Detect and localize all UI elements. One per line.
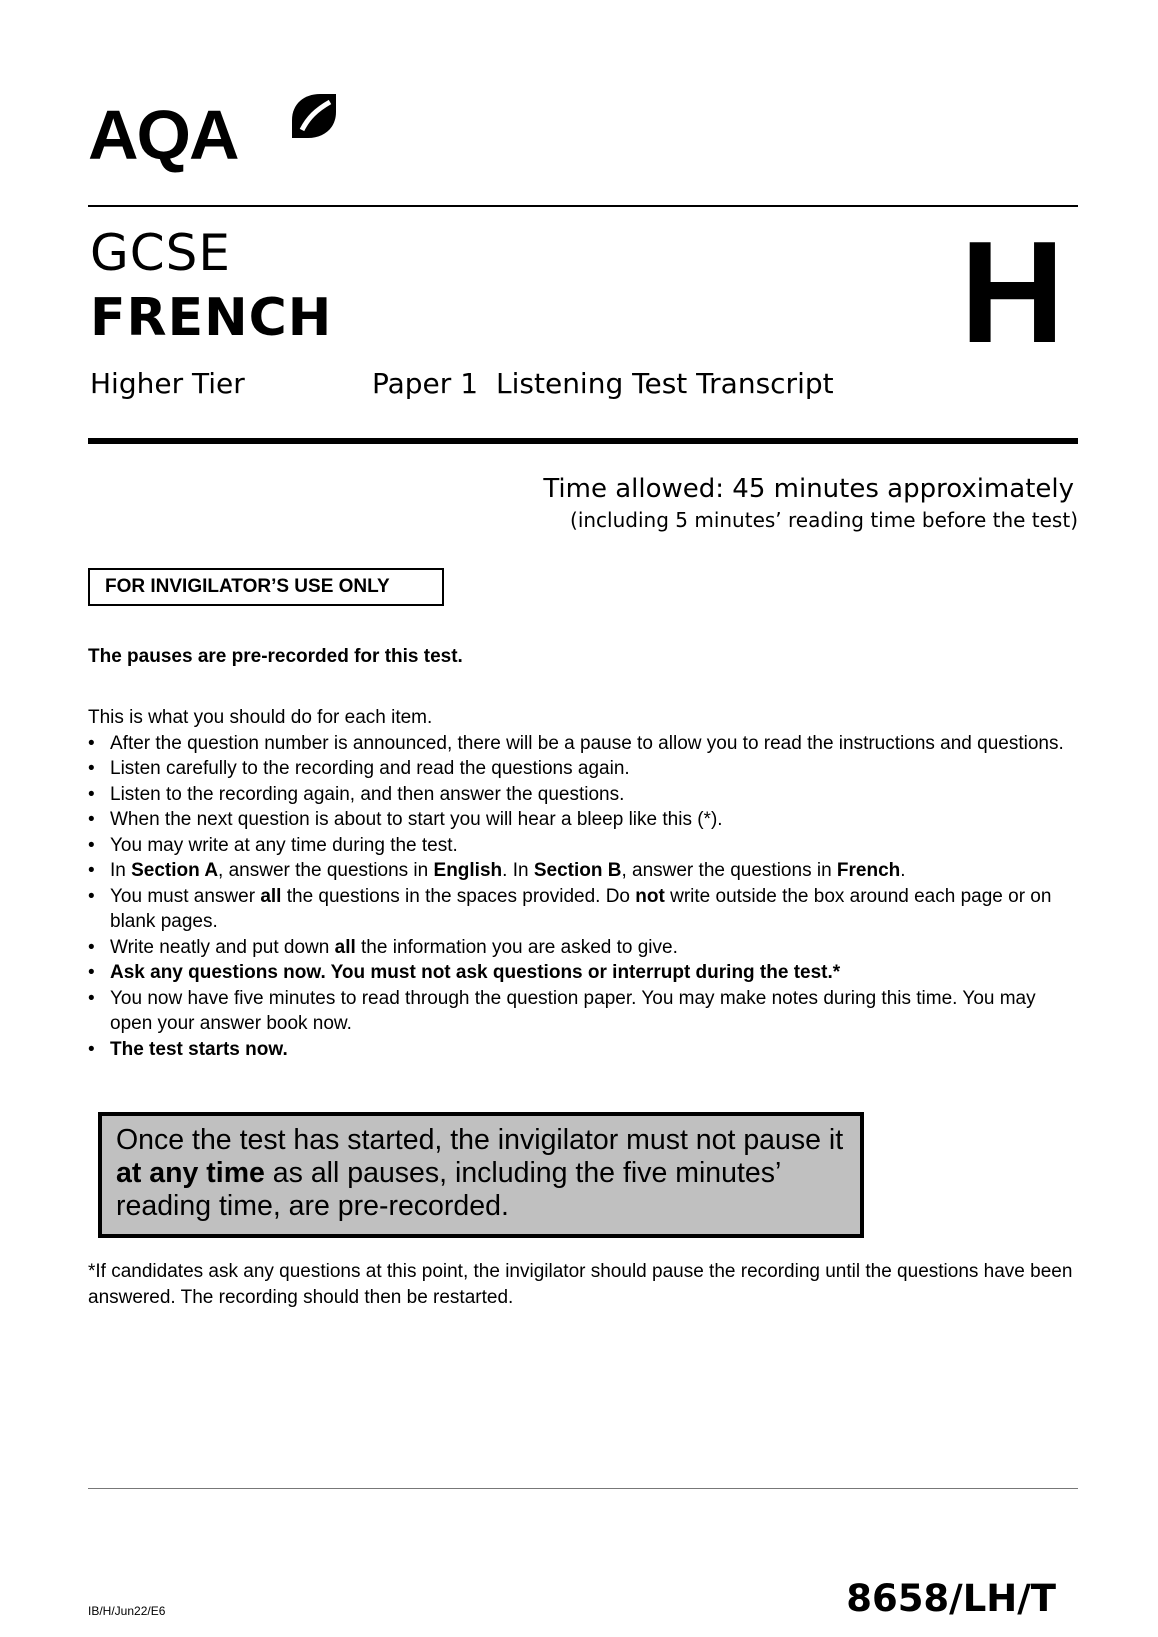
text-run: as all pauses, including the five minutes’ reading time, are pre-recorded. — [116, 1157, 781, 1222]
text-run: You must answer — [110, 885, 261, 907]
list-item: • Listen carefully to the recording and read the questions again. — [88, 756, 1078, 782]
aqa-leaf-logo-icon — [288, 90, 340, 142]
text-run: the questions in the spaces provided. Do — [281, 885, 636, 907]
list-item — [88, 858, 1078, 884]
title-divider — [88, 438, 1078, 444]
footer-divider — [88, 1488, 1078, 1489]
paper-number: Paper 1 — [372, 367, 479, 400]
qualification-title: GCSE — [90, 224, 231, 282]
subject-title: FRENCH — [90, 288, 333, 348]
ask-questions-emphasis: Ask any questions now. You must not ask questions or interrupt during the test.* — [110, 962, 841, 983]
instructions — [88, 705, 1078, 1062]
document-reference: IB/H/Jun22/E6 — [88, 1604, 166, 1618]
list-item: • After the question number is announced, there will be a pause to allow you to read the instructions and questions. — [88, 731, 1078, 757]
list-item: • You now have five minutes to read through the question paper. You may make notes during this time. You may open your answer book now. — [88, 986, 1078, 1037]
all-emphasis: all — [334, 936, 356, 958]
time-label: Time allowed: — [543, 474, 725, 504]
text-run: . In — [502, 860, 534, 881]
paper-label — [372, 367, 834, 400]
list-item: • When the next question is about to start you will hear a bleep like this (*). — [88, 807, 1078, 833]
time-allowed — [543, 476, 1074, 502]
text-run: . — [900, 860, 906, 881]
at-any-time-emphasis: at any time — [116, 1157, 265, 1189]
all-emphasis: all — [260, 885, 282, 907]
test-starts-emphasis: The test starts now. — [110, 1038, 288, 1060]
header-divider — [88, 205, 1078, 207]
text-run: , answer the questions in — [218, 860, 434, 881]
instruction-list — [88, 731, 1078, 1063]
text-run: , answer the questions in — [621, 860, 837, 881]
aqa-logo: AQA — [88, 96, 238, 174]
text-run: Write neatly and put down — [110, 936, 335, 958]
list-item: • Listen to the recording again, and then answer the questions. — [88, 782, 1078, 808]
paper-title: Listening Test Transcript — [496, 367, 834, 400]
text-run: write outside the box around each page or on blank pages. — [110, 885, 1052, 932]
list-item — [88, 1037, 1078, 1063]
french-emphasis: French — [836, 860, 901, 881]
tier-letter: H — [960, 211, 1065, 373]
tier-label: Higher Tier — [90, 367, 245, 400]
footnote: *If candidates ask any questions at this point, the invigilator should pause the recording until the questions have been answered. The recording should then be restarted. — [88, 1261, 1073, 1308]
paper-code: 8658/LH/T — [846, 1577, 1056, 1620]
invigilator-use-box: FOR INVIGILATOR’S USE ONLY — [88, 568, 444, 606]
list-item: • You may write at any time during the test. — [88, 833, 1078, 859]
invigilator-warning-box — [98, 1112, 864, 1238]
time-value: 45 minutes approximately — [732, 474, 1074, 504]
text-run: Once the test has started, the invigilator must not pause it — [116, 1124, 844, 1156]
section-b-emphasis: Section B — [533, 860, 622, 881]
list-item — [88, 935, 1078, 961]
text-run: the information you are asked to give. — [355, 936, 678, 958]
section-a-emphasis: Section A — [131, 860, 219, 881]
pauses-note: The pauses are pre-recorded for this test. — [88, 646, 463, 667]
instructions-intro: This is what you should do for each item. — [88, 707, 433, 728]
list-item — [88, 884, 1078, 935]
text-run: In — [110, 860, 132, 881]
list-item — [88, 960, 1078, 986]
not-emphasis: not — [635, 885, 665, 907]
english-emphasis: English — [433, 860, 503, 881]
time-note: (including 5 minutes’ reading time before the test) — [570, 508, 1078, 532]
